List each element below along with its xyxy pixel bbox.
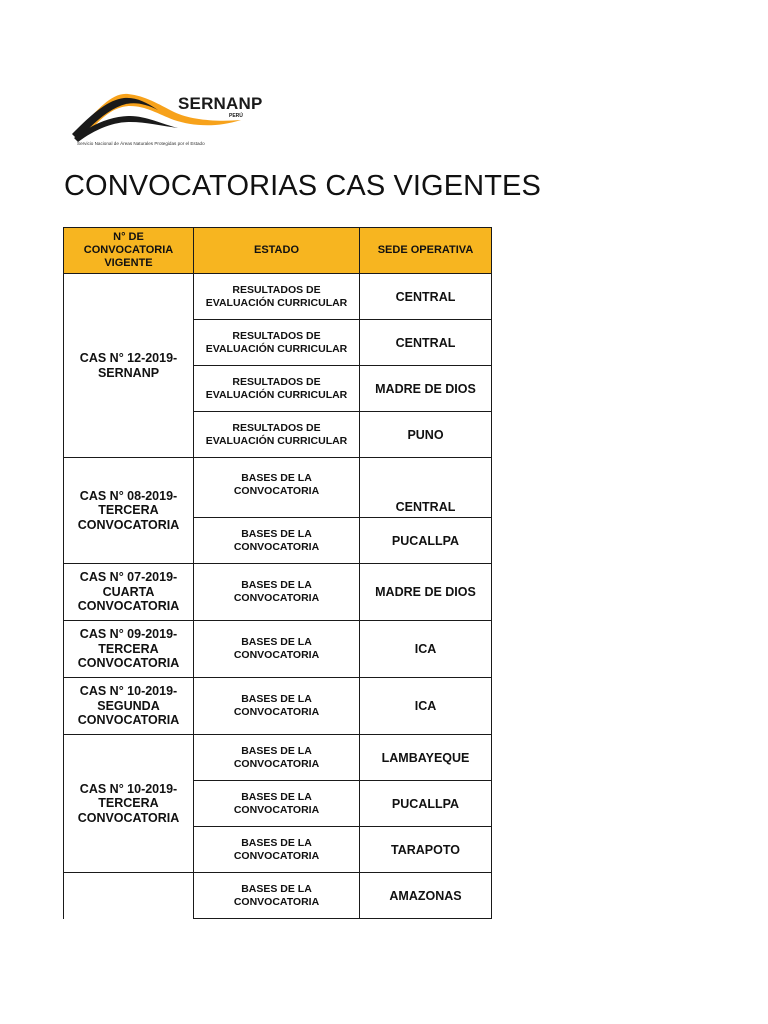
estado-cell: BASES DE LA CONVOCATORIA xyxy=(194,458,360,518)
convocatoria-cell: CAS N° 08-2019-TERCERA CONVOCATORIA xyxy=(64,458,194,564)
header-sede: SEDE OPERATIVA xyxy=(360,228,492,274)
sede-cell: LAMBAYEQUE xyxy=(360,735,492,781)
estado-cell: BASES DE LA CONVOCATORIA xyxy=(194,678,360,735)
estado-cell: BASES DE LA CONVOCATORIA xyxy=(194,564,360,621)
convocatoria-cell: CAS N° 09-2019-TERCERA CONVOCATORIA xyxy=(64,621,194,678)
estado-cell: BASES DE LA CONVOCATORIA xyxy=(194,781,360,827)
table-row xyxy=(64,873,492,919)
estado-cell: BASES DE LA CONVOCATORIA xyxy=(194,827,360,873)
sede-cell: CENTRAL xyxy=(360,320,492,366)
estado-cell: BASES DE LA CONVOCATORIA xyxy=(194,621,360,678)
sede-cell: MADRE DE DIOS xyxy=(360,366,492,412)
estado-cell: BASES DE LA CONVOCATORIA xyxy=(194,518,360,564)
header-estado: ESTADO xyxy=(194,228,360,274)
estado-cell: RESULTADOS DE EVALUACIÓN CURRICULAR xyxy=(194,366,360,412)
convocatorias-table xyxy=(63,227,492,919)
sede-cell: AMAZONAS xyxy=(360,873,492,919)
header-convocatoria: N° DE CONVOCATORIA VIGENTE xyxy=(64,228,194,274)
estado-cell: RESULTADOS DE EVALUACIÓN CURRICULAR xyxy=(194,320,360,366)
page-title: CONVOCATORIAS CAS VIGENTES xyxy=(64,170,541,202)
sede-cell: CENTRAL xyxy=(360,274,492,320)
table-row xyxy=(64,621,492,678)
logo-country: PERÚ xyxy=(229,113,243,119)
estado-cell: RESULTADOS DE EVALUACIÓN CURRICULAR xyxy=(194,274,360,320)
sede-cell: TARAPOTO xyxy=(360,827,492,873)
sede-cell: ICA xyxy=(360,678,492,735)
table-row xyxy=(64,735,492,781)
convocatoria-cell: CAS N° 10-2019-SEGUNDA CONVOCATORIA xyxy=(64,678,194,735)
sede-cell: PUCALLPA xyxy=(360,781,492,827)
sede-cell: PUNO xyxy=(360,412,492,458)
estado-cell: BASES DE LA CONVOCATORIA xyxy=(194,735,360,781)
table-row xyxy=(64,274,492,320)
convocatoria-cell xyxy=(64,873,194,919)
sede-cell: ICA xyxy=(360,621,492,678)
logo-subtitle: Servicio Nacional de Áreas Naturales Protegidas por el Estado xyxy=(77,141,205,146)
sede-cell: MADRE DE DIOS xyxy=(360,564,492,621)
sede-cell: CENTRAL xyxy=(360,458,492,518)
table-header-row xyxy=(64,228,492,274)
estado-cell: RESULTADOS DE EVALUACIÓN CURRICULAR xyxy=(194,412,360,458)
logo-name: SERNANP xyxy=(178,94,263,113)
convocatoria-cell: CAS N° 10-2019-TERCERA CONVOCATORIA xyxy=(64,735,194,873)
estado-cell: BASES DE LA CONVOCATORIA xyxy=(194,873,360,919)
table-row xyxy=(64,564,492,621)
table-row xyxy=(64,678,492,735)
convocatoria-cell: CAS N° 12-2019-SERNANP xyxy=(64,274,194,458)
table-row xyxy=(64,458,492,518)
convocatoria-cell: CAS N° 07-2019-CUARTA CONVOCATORIA xyxy=(64,564,194,621)
sede-cell: PUCALLPA xyxy=(360,518,492,564)
